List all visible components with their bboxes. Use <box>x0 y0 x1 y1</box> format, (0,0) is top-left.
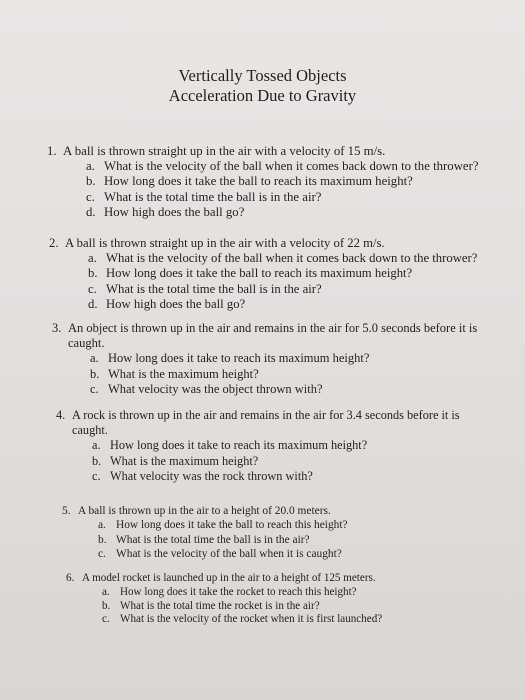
question-part: c. What velocity was the rock thrown with? <box>92 468 313 483</box>
question-text: A rock is thrown up in the air and remains in the air for 3.4 seconds before it is caught. <box>72 408 460 438</box>
question-4 <box>56 408 460 484</box>
question-number: 2. <box>49 236 59 250</box>
question-text: A model rocket is launched up in the air to a height of 125 meters. <box>82 572 376 584</box>
question-part: c. What is the velocity of the rocket when it is first launched? <box>102 613 383 626</box>
worksheet-title <box>0 66 525 106</box>
question-part: c. What is the velocity of the ball when it is caught? <box>98 548 342 561</box>
question-part: c. What is the total time the ball is in the air? <box>86 189 322 204</box>
question-part: b. What is the maximum height? <box>90 366 259 381</box>
title-line-1: Vertically Tossed Objects <box>178 66 347 85</box>
question-number: 3. <box>52 321 62 335</box>
question-part: b. How long does it take the ball to reach its maximum height? <box>88 266 413 281</box>
question-text: A ball is thrown up in the air to a height of 20.0 meters. <box>78 505 331 517</box>
question-part: d. How high does the ball go? <box>88 296 246 311</box>
question-text: An object is thrown up in the air and remains in the air for 5.0 seconds before it is caught. <box>68 321 478 351</box>
question-part: a. What is the velocity of the ball when it comes back down to the thrower? <box>88 251 478 266</box>
question-part: b. What is the total time the ball is in the air? <box>98 533 310 546</box>
question-5 <box>62 504 348 562</box>
question-1 <box>47 144 479 220</box>
question-part: c. What is the total time the ball is in the air? <box>88 281 322 296</box>
question-part: a. How long does it take to reach its maximum height? <box>92 438 368 453</box>
question-part: a. How long does it take the rocket to reach this height? <box>102 585 357 598</box>
question-number: 4. <box>56 408 66 422</box>
question-part: a. How long does it take to reach its maximum height? <box>90 351 370 366</box>
question-2 <box>49 236 477 312</box>
question-part: b. How long does it take the ball to reach its maximum height? <box>86 174 413 189</box>
question-3 <box>52 321 477 397</box>
question-6 <box>66 572 382 627</box>
question-part: a. What is the velocity of the ball when it comes back down to the thrower? <box>86 159 479 174</box>
question-text: A ball is thrown straight up in the air with a velocity of 22 m/s. <box>65 236 385 250</box>
question-part: c. What velocity was the object thrown with? <box>90 381 323 396</box>
title-line-2: Acceleration Due to Gravity <box>168 86 357 105</box>
question-number: 6. <box>66 572 75 584</box>
question-number: 1. <box>47 144 57 158</box>
question-part: b. What is the maximum height? <box>92 453 259 468</box>
question-number: 5. <box>62 505 71 517</box>
question-part: a. How long does it take the ball to reach this height? <box>98 519 348 532</box>
question-part: d. How high does the ball go? <box>86 204 245 219</box>
question-part: b. What is the total time the rocket is in the air? <box>102 599 320 612</box>
question-text: A ball is thrown straight up in the air with a velocity of 15 m/s. <box>63 144 386 158</box>
